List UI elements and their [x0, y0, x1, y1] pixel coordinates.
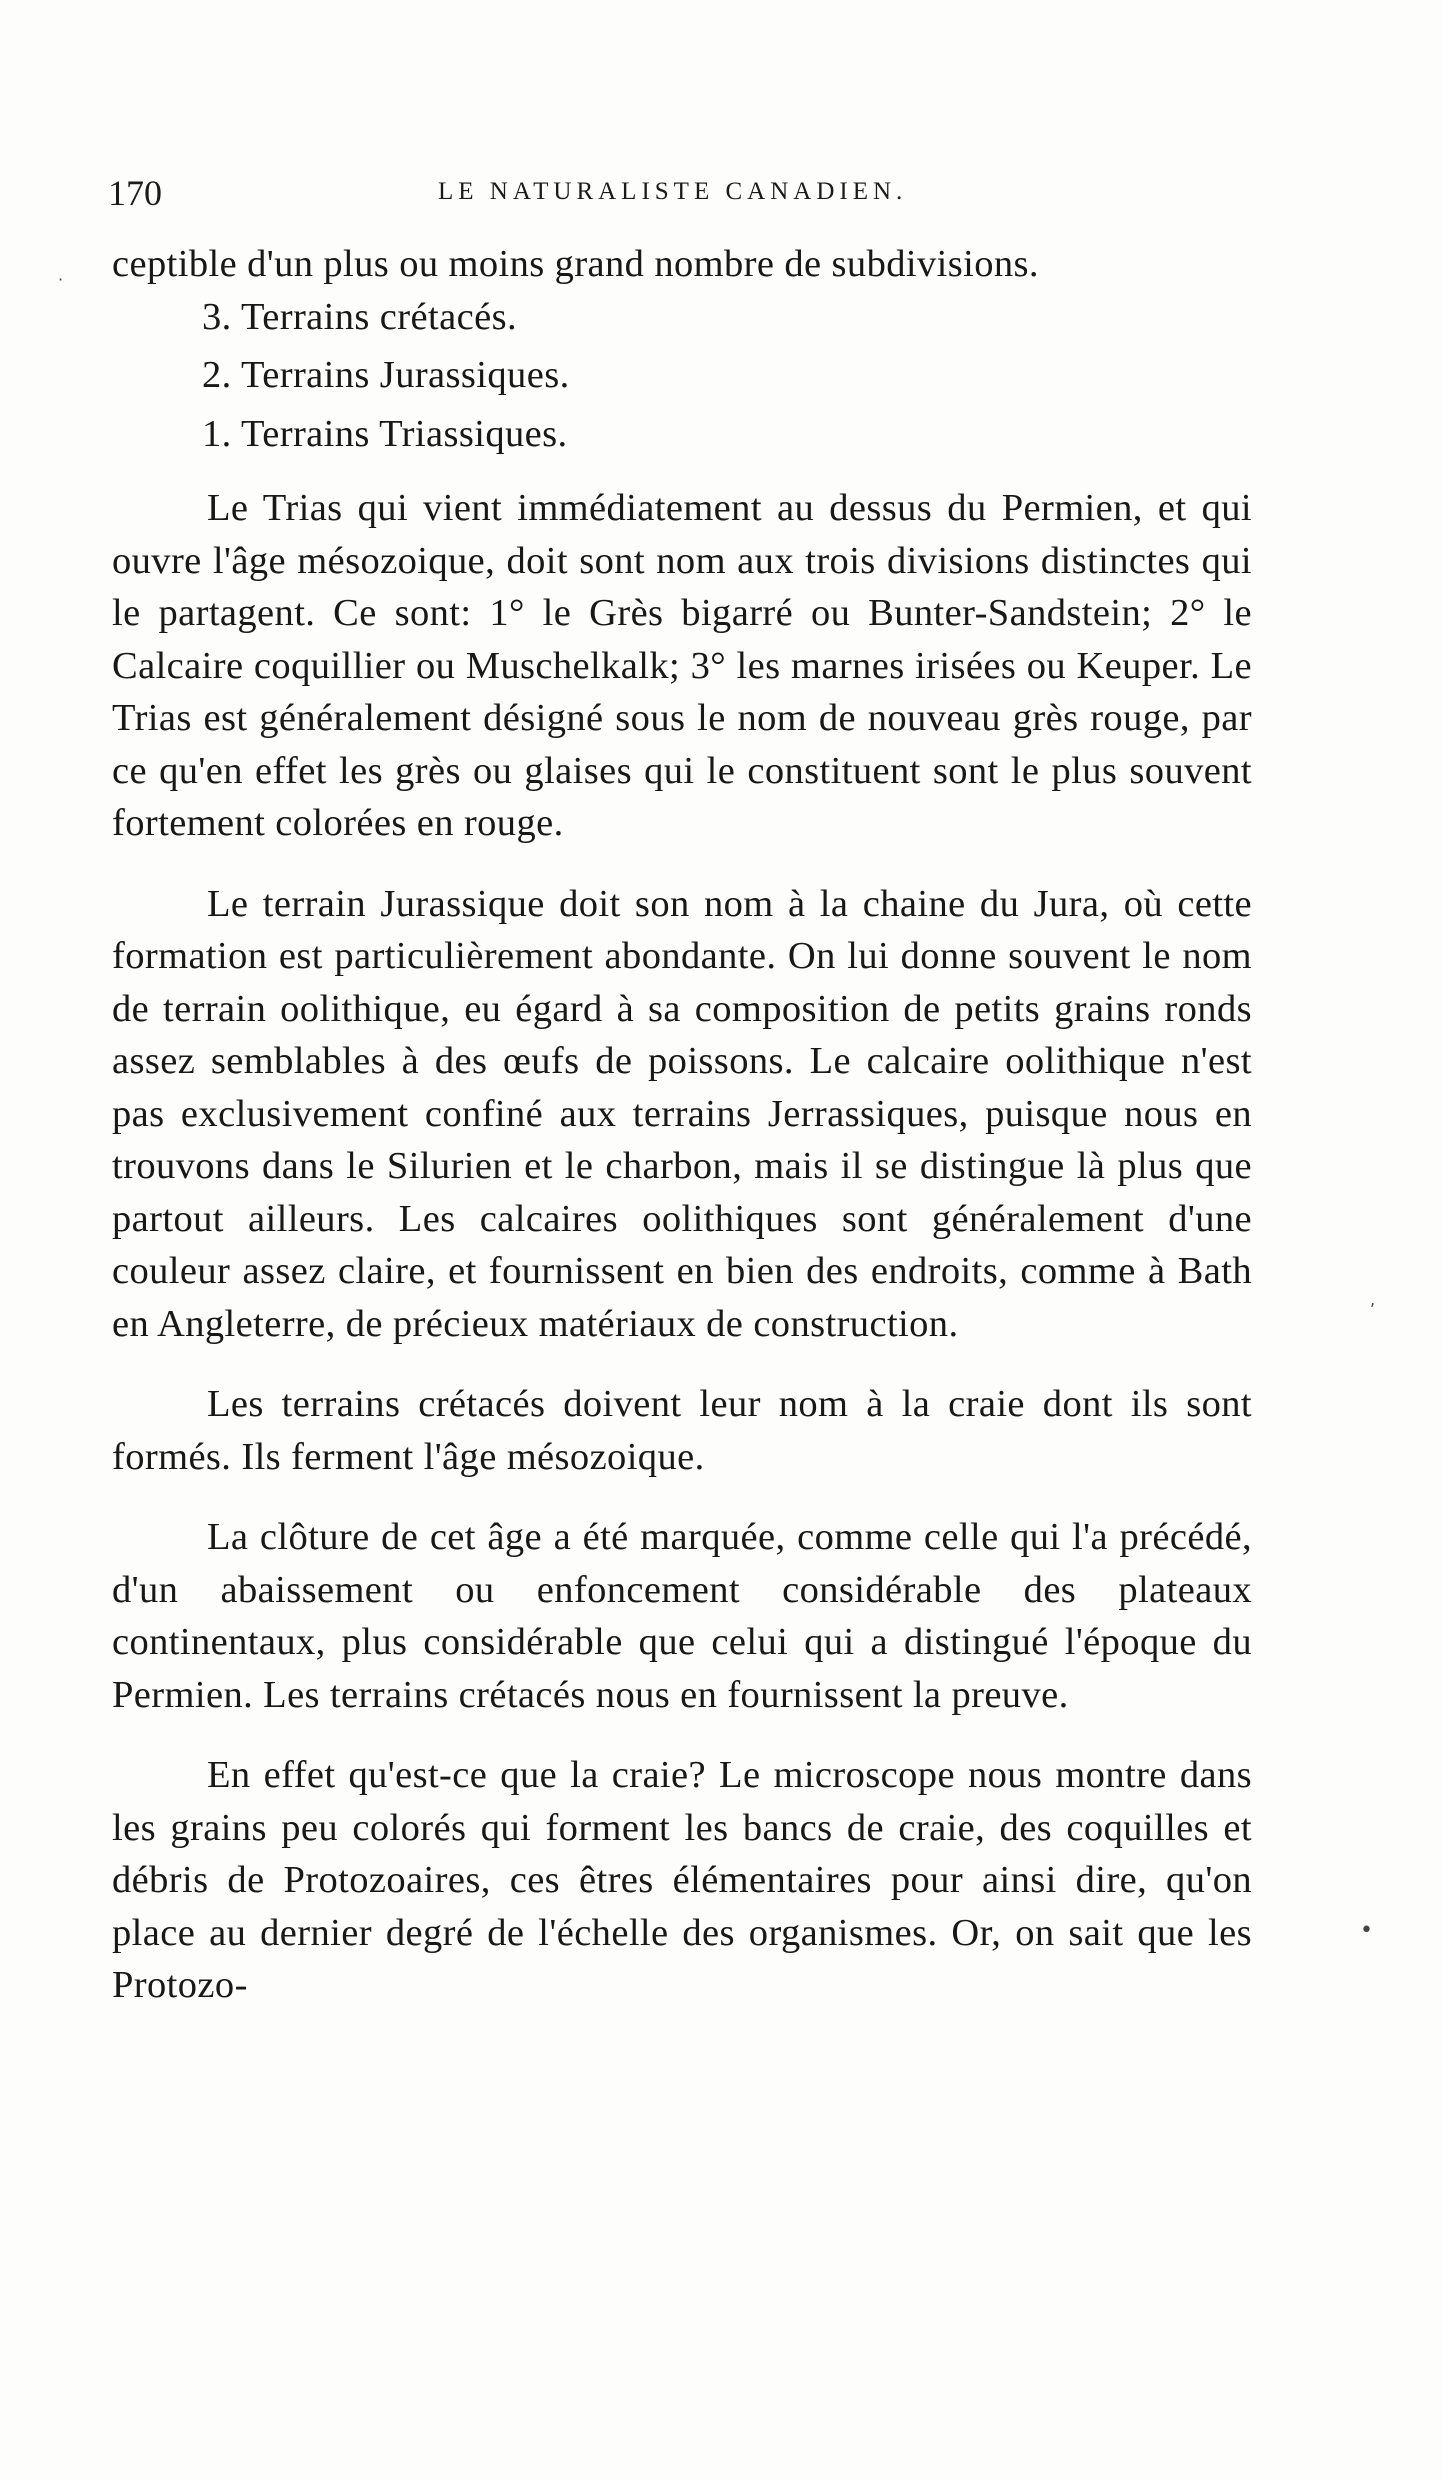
- paragraph-craie: En effet qu'est-ce que la craie? Le microscope nous montre dans les grains peu colorés qui forment les bancs de craie, des coquilles et débris de Protozoaires, ces êtres élémentaires pour ainsi dire, qu'on place au dernier degré de l'échelle des organismes. Or, on sait que les Protozo-: [112, 1754, 1252, 2006]
- page-number: 170: [108, 173, 162, 213]
- paragraph-cloture: La clôture de cet âge a été marquée, comme celle qui l'a précédé, d'un abaissement ou enfoncement considérable des plateaux continentaux, plus considérable que celui qui a distingué l'époque du Permien. Les terrains crétacés nous en fournissent la preuve.: [112, 1516, 1252, 1716]
- list-item: 2. Terrains Jurassiques.: [202, 354, 570, 396]
- margin-speck: ,: [1370, 1290, 1376, 1309]
- page-header: [108, 172, 1238, 212]
- intro-paragraph: ceptible d'un plus ou moins grand nombre de subdivisions.: [112, 243, 1039, 285]
- paragraph-cretaces: Les terrains crétacés doivent leur nom à la craie dont ils sont formés. Ils ferment l'âge mésozoique.: [112, 1383, 1252, 1478]
- list-item: 3. Terrains crétacés.: [202, 295, 517, 338]
- paragraph-jurassique: Le terrain Jurassique doit son nom à la chaine du Jura, où cette formation est particulièrement abondante. On lui donne souvent le nom de terrain oolithique, eu égard à sa composition de petits grains ronds assez semblables à des œufs de poissons. Le calcaire oolithique n'est pas exclusivement confiné aux terrains Jerrassiques, puisque nous en trouvons dans le Silurien et le charbon, mais il se distingue là plus que partout ailleurs. Les calcaires oolithiques sont généralement d'une couleur assez claire, et fournissent en bien des endroits, comme à Bath en Angleterre, de précieux matériaux de construction.: [112, 882, 1252, 1345]
- terrain-list: [112, 291, 1252, 461]
- margin-speck: •: [1360, 1918, 1373, 1943]
- list-item: 1. Terrains Triassiques.: [202, 412, 568, 455]
- running-title: LE NATURALISTE CANADIEN.: [438, 178, 908, 205]
- body-text: [112, 238, 1252, 2040]
- paragraph-trias: Le Trias qui vient immédiatement au dessus du Permien, et qui ouvre l'âge mésozoique, doit sont nom aux trois divisions distinctes qui le partagent. Ce sont: 1° le Grès bigarré ou Bunter-Sandstein; 2° le Calcaire coquillier ou Muschelkalk; 3° les marnes irisées ou Keuper. Le Trias est généralement désigné sous le nom de nouveau grès rouge, par ce qu'en effet les grès ou glaises qui le constituent sont le plus souvent fortement colorées en rouge.: [112, 487, 1252, 844]
- margin-speck: ·: [58, 270, 64, 289]
